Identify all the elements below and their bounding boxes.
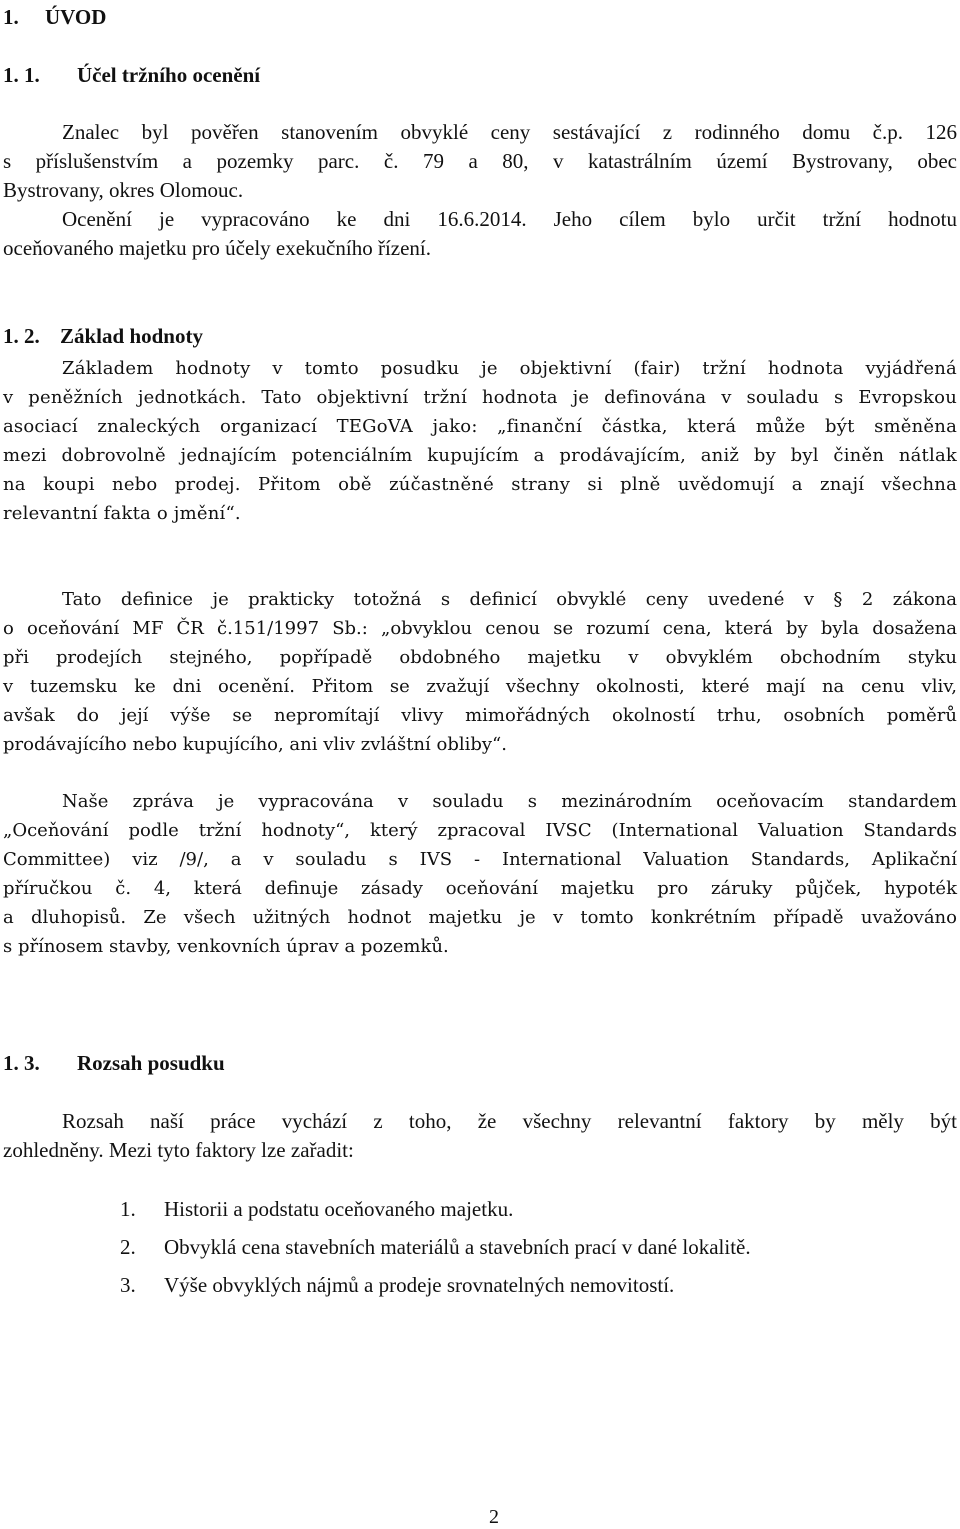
page-number: 2 — [489, 1506, 499, 1528]
heading-zaklad: 1. 2. Základ hodnoty — [3, 324, 203, 348]
heading-rozsah: 1. 3. Rozsah posudku — [3, 1051, 225, 1075]
paragraph-zaklad: Základem hodnoty v tomto posudku je objektivní (fair) tržní hodnota vyjádřená v peněžních jednotkách. Tato objektivní tržní hodnota je definována v souladu s Evropskou asociací znaleckých organizací TEGoVA jako: „finanční částka, která může být směněna mezi dobrovolně jednajícím potenciálním kupujícím a prodávajícím, aniž by byl činěn nátlak na koupi nebo prodej. Přitom obě zúčastněné strany si plně uvědomují a znají všechna relevantní fakta o jmění“. — [3, 358, 957, 524]
list-item: 3. Výše obvyklých nájmů a prodeje srovnatelných nemovitostí. — [120, 1273, 675, 1297]
heading-ucel: 1. 1. Účel tržního ocenění — [3, 63, 261, 87]
paragraph-ucel: Znalec byl pověřen stanovením obvyklé ceny sestávající z rodinného domu č.p. 126 s příslušenstvím a pozemky parc. č. 79 a 80, v katastrálním území Bystrovany, obec Bystrovany, okres Olomouc. Ocenění je vypracováno ke dni 16.6.2014. Jeho cílem bylo určit tržní hodnotu oceňovaného majetku pro účely exekučního řízení. — [3, 120, 957, 260]
factor-list — [120, 1190, 751, 1304]
paragraph-definice: Tato definice je prakticky totožná s definicí obvyklé ceny uvedené v § 2 zákona o oceňování MF ČR č.151/1997 Sb.: „obvyklou cenou se rozumí cena, která by byla dosažena při prodejích stejného, popřípadě obdobného majetku v obvyklém obchodním styku v tuzemsku ke dni ocenění. Přitom se zvažují všechny okolnosti, které mají na cenu vliv, avšak do její výše se nepromítají vlivy mimořádných okolností trhu, osobních poměrů prodávajícího nebo kupujícího, ani vliv zvláštní obliby“. — [3, 589, 957, 755]
list-item: 2. Obvyklá cena stavebních materiálů a stavebních prací v dané lokalitě. — [120, 1235, 751, 1259]
paragraph-rozsah: Rozsah naší práce vychází z toho, že všechny relevantní faktory by měly být zohledněny. Mezi tyto faktory lze zařadit: — [3, 1109, 957, 1162]
heading-uvod: 1. ÚVOD — [3, 5, 107, 29]
paragraph-ivsc: Naše zpráva je vypracována v souladu s mezinárodním oceňovacím standardem „Oceňování podle tržní hodnoty“, který zpracoval IVSC (International Valuation Standards Committee) viz /9/, a v souladu s IVS - International Valuation Standards, Aplikační příručkou č. 4, která definuje zásady oceňování majetku pro záruky půjček, hypoték a dluhopisů. Ze všech užitných hodnot majetku je v tomto konkrétním případě uvažováno s přínosem stavby, venkovních úprav a pozemků. — [3, 791, 957, 957]
list-item: 1. Historii a podstatu oceňovaného majetku. — [120, 1197, 514, 1221]
